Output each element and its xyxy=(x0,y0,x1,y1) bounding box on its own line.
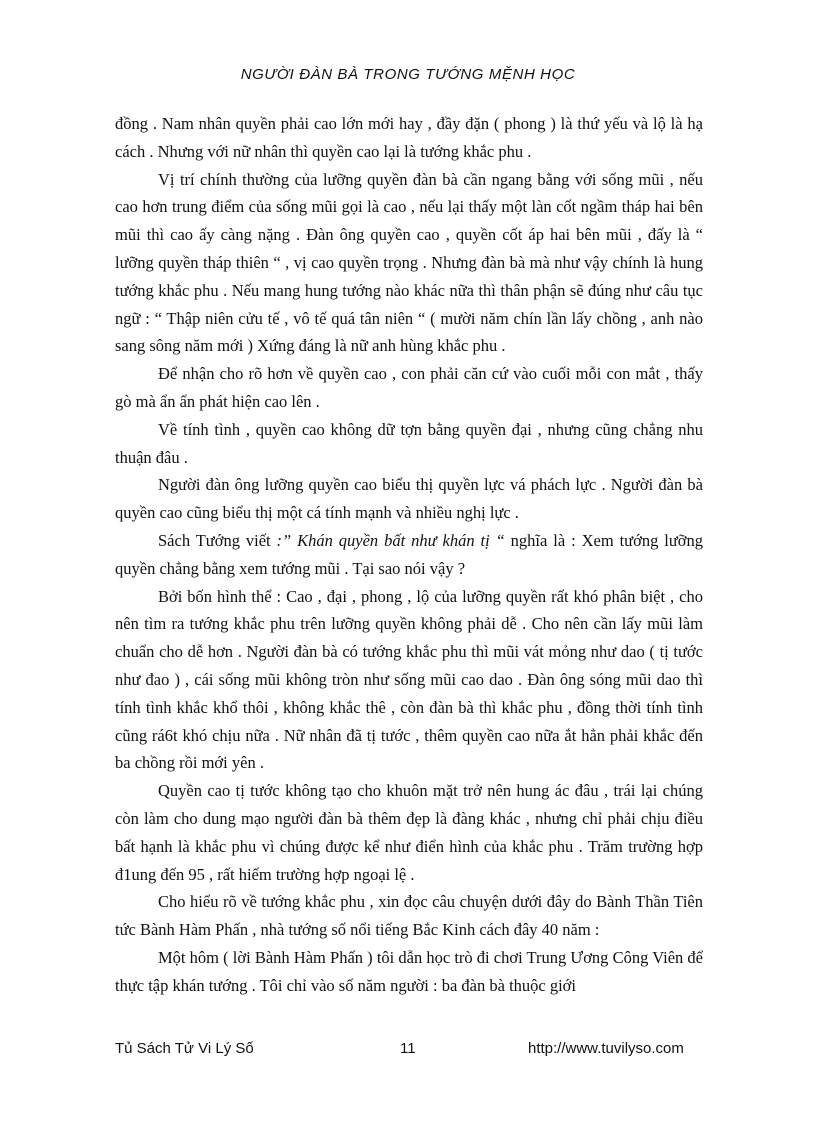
paragraph-4: Về tính tình , quyền cao không dữ tợn bằng quyền đại , nhưng cũng chẳng nhu thuận đâu . xyxy=(115,419,703,467)
paragraph-6-rest: nghĩa là : Xem tướng lưỡng quyền chẳng bằng xem tướng mũi . Tại sao nói vậy ? xyxy=(115,530,703,578)
paragraph-7: Bởi bốn hình thể : Cao , đại , phong , lộ của lưỡng quyền rất khó phân biệt , cho nên tìm ra tướng khắc phu trên lưỡng quyền không phải dễ . Cho nên cần lấy mũi làm chuẩn cho dễ hơn . Người đàn bà có tướng khắc phu thì mũi vát mỏng như dao ( tị tước như đao ) , cái sống mũi không tròn như sống mũi cao dao . Đàn ông sóng mũi dao thì tính tình khắc khổ thôi , không khắc thê , còn đàn bà thì khắc phu , đồng thời tính tình cũng rá6t khó chịu nữa . Nữ nhân đã tị tước , thêm quyền cao nữa ắt hẳn phải khắc đến ba chồng rồi mới yên . xyxy=(115,586,703,773)
paragraph-6 xyxy=(115,527,703,583)
paragraph-8: Quyền cao tị tước không tạo cho khuôn mặt trở nên hung ác đâu , trái lại chúng còn làm cho dung mạo người đàn bà thêm đẹp là đàng khác , nhưng chỉ phải chịu điều bất hạnh là khắc phu vì chúng được kể như điển hình của khắc phu . Trăm trường hợp đ1ung đến 95 , rất hiếm trường hợp ngoại lệ . xyxy=(115,781,703,884)
paragraph-2: Vị trí chính thường của lưỡng quyền đàn bà cần ngang bằng với sống mũi , nếu cao hơn trung điểm của sống mũi gọi là cao , nếu lại thấy một làn cốt ngầm tháp hai bên mũi thì cao ấy càng nặng . Đàn ông quyền cao , quyền cốt áp hai bên mũi , đấy là “ lưỡng quyền tháp thiên “ , vị cao quyền trọng . Nhưng đàn bà mà như vậy chính là hung tướng khắc phu . Nếu mang hung tướng nào khác nữa thì thân phận sẽ đúng như câu tục ngữ : “ Thập niên cửu tế , vô tế quá tân niên “ ( mười năm chín lần lấy chồng , anh nào sang sông năm mới ) Xứng đáng là nữ anh hùng khắc phu . xyxy=(115,169,703,356)
paragraph-6-intro: Sách Tướng viết xyxy=(158,530,277,550)
paragraph-9: Cho hiểu rõ về tướng khắc phu , xin đọc câu chuyện dưới đây do Bành Thần Tiên tức Bành Hàm Phấn , nhà tướng số nổi tiếng Bắc Kinh cách đây 40 năm : xyxy=(115,892,703,940)
page-number: 11 xyxy=(400,1040,416,1057)
paragraph-10: Một hôm ( lời Bành Hàm Phấn ) tôi dẫn học trò đi chơi Trung Ương Công Viên để thực tập khán tướng . Tôi chỉ vào số năm người : ba đàn bà thuộc giới xyxy=(115,947,703,995)
paragraph-6-quote: :” Khán quyền bất như khán tị “ xyxy=(276,530,505,550)
body-text xyxy=(115,110,703,1000)
paragraph-1: đồng . Nam nhân quyền phải cao lớn mới hay , đầy đặn ( phong ) là thứ yếu và lộ là hạ cách . Nhưng với nữ nhân thì quyền cao lại là tướng khắc phu . xyxy=(115,114,703,161)
paragraph-3: Để nhận cho rõ hơn về quyền cao , con phải căn cứ vào cuối mỗi con mắt , thấy gò mà ẩn ẩn phát hiện cao lên . xyxy=(115,364,703,411)
footer-website-link[interactable]: http://www.tuvilyso.com xyxy=(528,1040,684,1057)
paragraph-5: Người đàn ông lưỡng quyền cao biểu thị quyền lực vá phách lực . Người đàn bà quyền cao cũng biểu thị một cá tính mạnh và nhiều nghị lực . xyxy=(115,475,703,523)
footer-book-series: Tủ Sách Tử Vi Lý Số xyxy=(115,1040,254,1057)
page-header-title: NGƯỜI ĐÀN BÀ TRONG TƯỚNG MỆNH HỌC xyxy=(240,66,576,83)
